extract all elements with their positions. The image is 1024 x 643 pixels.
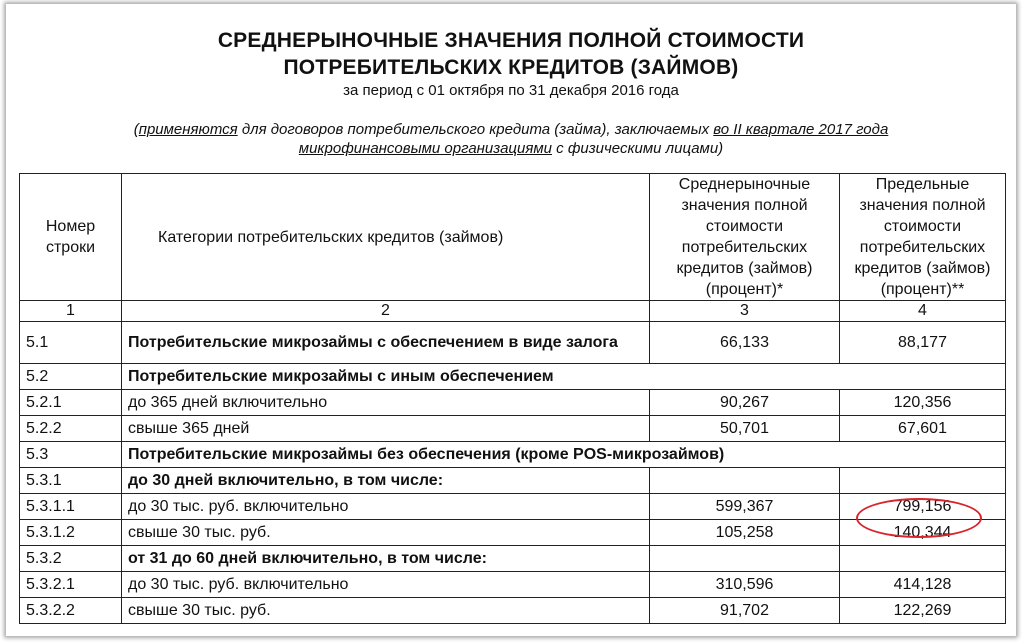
row-category: свыше 365 дней — [122, 416, 650, 442]
note-mid: для договоров потребительского кредита (займа), заключаемых — [237, 121, 714, 138]
header-limit-line: кредитов (займов) — [854, 260, 991, 277]
table-row — [20, 598, 1006, 624]
document-title-line1: СРЕДНЕРЫНОЧНЫЕ ЗНАЧЕНИЯ ПОЛНОЙ СТОИМОСТИ — [217, 29, 805, 52]
row-category: до 30 тыс. руб. включительно — [122, 572, 650, 598]
row-category: до 30 тыс. руб. включительно — [122, 494, 650, 520]
row-category: Потребительские микрозаймы без обеспечения (кроме POS-микрозаймов) — [122, 442, 1006, 468]
table-row — [20, 364, 1006, 390]
table-row — [20, 416, 1006, 442]
document-page — [6, 4, 1016, 636]
row-code: 5.2.1 — [20, 390, 122, 416]
column-number: 3 — [650, 301, 840, 322]
row-average: 105,258 — [650, 520, 840, 546]
row-average: 310,596 — [650, 572, 840, 598]
row-code: 5.2.2 — [20, 416, 122, 442]
document-title-line2: ПОТРЕБИТЕЛЬСКИХ КРЕДИТОВ (ЗАЙМОВ) — [283, 56, 739, 79]
note-quarter: во II квартале 2017 года — [713, 121, 889, 138]
header-limit-line: (процент)** — [880, 281, 965, 298]
row-limit: 140,344 — [840, 520, 1006, 546]
header-limit-line: Предельные — [875, 176, 970, 193]
row-code: 5.3.2.1 — [20, 572, 122, 598]
row-average: 90,267 — [650, 390, 840, 416]
table-row — [20, 546, 1006, 572]
period-subtitle: за период с 01 октября по 31 декабря 2016 года — [343, 82, 679, 99]
header-limit-value — [840, 174, 1006, 301]
note-line1 — [6, 121, 1016, 138]
row-limit-highlighted: 799,156 — [840, 494, 1006, 520]
header-avg-line: (процент)* — [705, 281, 784, 298]
row-category: свыше 30 тыс. руб. — [122, 520, 650, 546]
table-row — [20, 572, 1006, 598]
table-row — [20, 390, 1006, 416]
table-header-row — [20, 174, 1006, 301]
header-avg-line: потребительских — [681, 239, 808, 256]
row-code: 5.1 — [20, 322, 122, 364]
header-average-value — [650, 174, 840, 301]
column-number: 1 — [20, 301, 122, 322]
row-average — [650, 468, 840, 494]
note-open-paren: ( — [133, 121, 139, 138]
header-limit-line: стоимости — [883, 218, 962, 235]
table-row — [20, 442, 1006, 468]
row-category: Потребительские микрозаймы с обеспечением в виде залога — [122, 322, 650, 364]
row-average: 50,701 — [650, 416, 840, 442]
row-category: до 365 дней включительно — [122, 390, 650, 416]
row-limit — [840, 468, 1006, 494]
row-code: 5.3.1 — [20, 468, 122, 494]
note-line2 — [6, 140, 1016, 157]
header-category: Категории потребительских кредитов (займов) — [122, 174, 650, 301]
header-limit-line: потребительских — [859, 239, 986, 256]
row-code: 5.3.1.2 — [20, 520, 122, 546]
row-code: 5.3.2 — [20, 546, 122, 572]
column-number: 2 — [122, 301, 650, 322]
header-row-number-line: строки — [45, 239, 96, 256]
row-limit: 122,269 — [840, 598, 1006, 624]
row-average: 66,133 — [650, 322, 840, 364]
row-category: до 30 дней включительно, в том числе: — [122, 468, 650, 494]
row-category: Потребительские микрозаймы с иным обеспечением — [122, 364, 1006, 390]
row-category: от 31 до 60 дней включительно, в том числе: — [122, 546, 650, 572]
row-limit: 120,356 — [840, 390, 1006, 416]
rates-table — [19, 173, 1006, 624]
row-code: 5.3 — [20, 442, 122, 468]
row-limit: 88,177 — [840, 322, 1006, 364]
note-mfo: микрофинансовыми организациями — [298, 140, 552, 157]
table-row — [20, 494, 1006, 520]
header-avg-line: значения полной — [681, 197, 808, 214]
header-avg-line: Среднерыночные — [678, 176, 811, 193]
header-row-number — [20, 174, 122, 301]
row-limit — [840, 546, 1006, 572]
table-row — [20, 468, 1006, 494]
row-limit: 414,128 — [840, 572, 1006, 598]
row-code: 5.3.1.1 — [20, 494, 122, 520]
header-avg-line: стоимости — [705, 218, 784, 235]
row-average: 91,702 — [650, 598, 840, 624]
row-category: свыше 30 тыс. руб. — [122, 598, 650, 624]
header-avg-line: кредитов (займов) — [676, 260, 813, 277]
row-code: 5.3.2.2 — [20, 598, 122, 624]
row-code: 5.2 — [20, 364, 122, 390]
row-average — [650, 546, 840, 572]
table-row — [20, 520, 1006, 546]
header-row-number-line: Номер — [45, 218, 96, 235]
row-limit: 67,601 — [840, 416, 1006, 442]
note-tail: с физическими лицами) — [551, 140, 724, 157]
header-limit-line: значения полной — [859, 197, 986, 214]
column-number-row — [20, 301, 1006, 322]
table-row — [20, 322, 1006, 364]
column-number: 4 — [840, 301, 1006, 322]
row-average: 599,367 — [650, 494, 840, 520]
note-applied: применяются — [138, 121, 238, 138]
